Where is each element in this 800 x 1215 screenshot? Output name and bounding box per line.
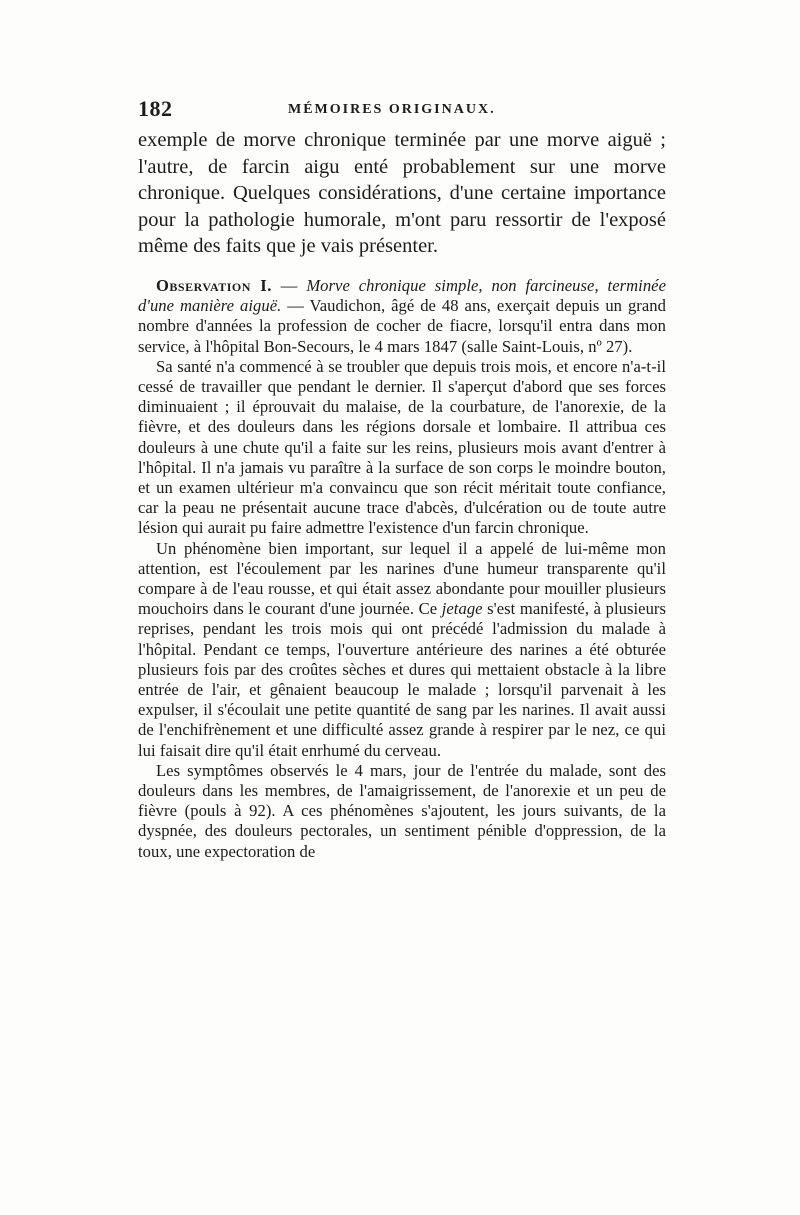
observation-heading-paragraph [138,276,666,357]
page-number: 182 [138,96,173,121]
observation-title: Morve chronique simple, non farcineuse, terminée d'une manière aiguë. [138,276,667,316]
observation-intro-text: — Vaudichon, âgé de 48 ans, exerçait depuis un grand nombre d'années la profession de cocher de fiacre, lorsqu'il entra dans mon service, à l'hôpital Bon-Secours, le 4 mars 1847 (salle Saint-Louis, nº 27). [138,296,666,356]
paragraph-discharge [138,539,666,761]
observation-section [138,276,666,862]
paragraph-discharge-part-b: s'est manifesté, à plusieurs reprises, pendant les trois mois qui ont précédé l'admission du malade à l'hôpital. Pendant ce temps, l'ouverture antérieure des narines a été obturée plusieurs fois par des croûtes sèches et dures qui mettaient obstacle à la libre entrée de l'air, et gênaient beaucoup le malade ; lorsqu'il parvenait à les expulser, il s'écoulait une petite quantité de sang par les narines. Il avait aussi de l'enchifrènement et une difficulté assez grande à respirer par le nez, ce qui lui faisait dire qu'il était enrhumé du cerveau. [138,599,666,760]
jetage-term: jetage [441,599,483,619]
paragraph-health-history: Sa santé n'a commencé à se troubler que depuis trois mois, et encore n'a-t-il cessé de travailler que pendant le dernier. Il s'aperçut d'abord que ses forces diminuaient ; il éprouvait du malaise, de la courbature, de l'anorexie, de la fièvre, et des douleurs dans les régions dorsale et lombaire. Il attribua ces douleurs à une chute qu'il a faite sur les reins, plusieurs mois avant d'entrer à l'hôpital. Il n'a jamais vu paraître à la surface de son corps le moindre bouton, et un examen ultérieur m'a convaincu que son récit méritait toute confiance, car la peau ne présentait aucune trace d'abcès, d'ulcération ou de toute autre lésion qui aurait pu faire admettre l'existence d'un farcin chronique. [138,356,666,538]
observation-dash: — [271,276,307,295]
paragraph-symptoms: Les symptômes observés le 4 mars, jour de l'entrée du malade, sont des douleurs dans les membres, de l'amaigrissement, de l'anorexie et un peu de fièvre (pouls à 92). A ces phénomènes s'ajoutent, les jours suivants, de la dyspnée, des douleurs pectorales, un sentiment pénible d'oppression, de la toux, une expectoration de [138,760,666,861]
paragraph-discharge-part-a: Un phénomène bien important, sur lequel il a appelé de lui-même mon attention, est l'écoulement par les narines d'une humeur transparente qu'il compare à de l'eau rousse, et qui était assez abondante pour mouiller plusieurs mouchoirs dans le courant d'une journée. Ce [138,538,666,619]
observation-label: Observation I. [156,276,272,295]
page-header [138,96,668,126]
running-title: MÉMOIRES ORIGINAUX. [288,102,496,117]
intro-paragraph: exemple de morve chronique terminée par une morve aiguë ; l'autre, de farcin aigu enté probablement sur une morve chronique. Quelques considérations, d'une certaine importance pour la pathologie humorale, m'ont paru ressortir de l'exposé même des faits que je vais présenter. [138,129,666,258]
